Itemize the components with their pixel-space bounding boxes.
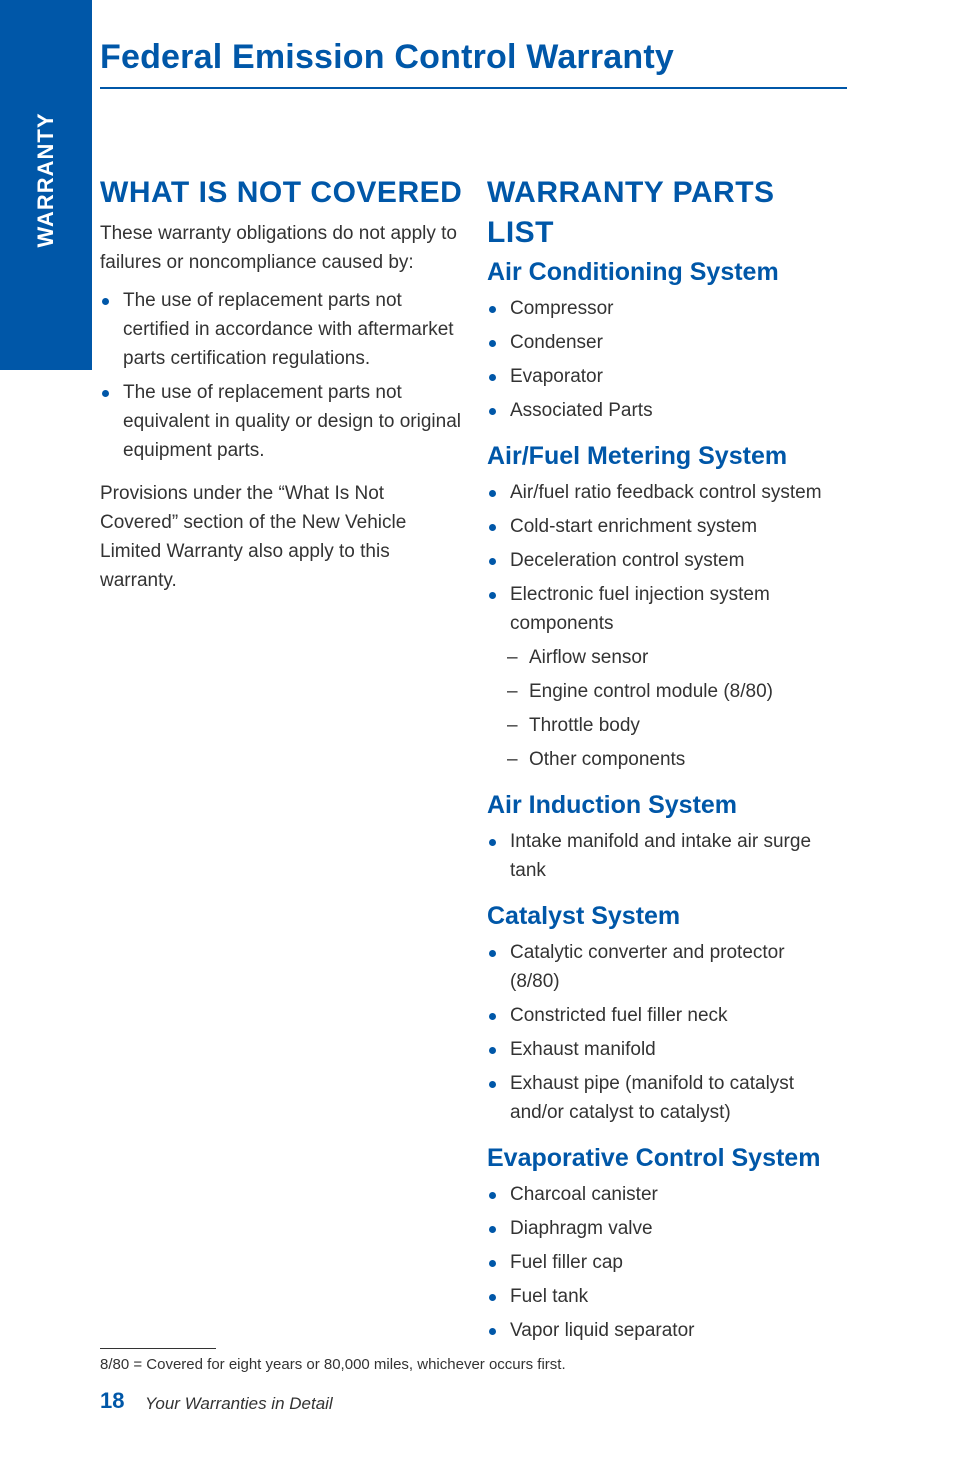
group-heading-air-conditioning: Air Conditioning System: [487, 258, 779, 286]
list-item: Intake manifold and intake air surge tank: [487, 827, 827, 885]
list-item: Fuel filler cap: [487, 1248, 847, 1277]
air-fuel-metering-list: [487, 478, 847, 638]
list-item: Diaphragm valve: [487, 1214, 847, 1243]
bullet-icon: [489, 839, 496, 846]
list-item: Associated Parts: [487, 396, 847, 425]
air-induction-list: [487, 827, 847, 885]
evaporative-list: [487, 1180, 847, 1345]
bullet-icon: [489, 1226, 496, 1233]
bullet-icon: [489, 408, 496, 415]
list-item: Evaporator: [487, 362, 847, 391]
running-footer: Your Warranties in Detail: [145, 1394, 333, 1413]
not-covered-section: [100, 173, 465, 595]
list-item: Compressor: [487, 294, 847, 323]
air-conditioning-list: [487, 294, 847, 425]
list-item: The use of replacement parts not equivalent in quality or design to original equipment parts.: [100, 378, 465, 465]
list-item: Vapor liquid separator: [487, 1316, 847, 1345]
parts-list-heading: WARRANTY PARTS LIST: [487, 176, 775, 249]
group-heading-catalyst: Catalyst System: [487, 902, 681, 930]
provisions-paragraph: Provisions under the “What Is Not Covered” section of the New Vehicle Limited Warranty also apply to this warranty.: [100, 483, 407, 591]
parts-list-section: [487, 173, 847, 1345]
side-tab-label: WARRANTY: [33, 112, 58, 248]
sublist-item: – Airflow sensor: [487, 643, 847, 672]
bullet-icon: [489, 1081, 496, 1088]
sublist-item: – Throttle body: [487, 711, 847, 740]
list-item: Exhaust manifold: [487, 1035, 847, 1064]
page-title: Federal Emission Control Warranty: [100, 38, 675, 76]
bullet-icon: [489, 1192, 496, 1199]
dash-icon: –: [507, 681, 518, 702]
dash-icon: –: [507, 647, 518, 668]
group-heading-air-fuel-metering: Air/Fuel Metering System: [487, 442, 788, 470]
dash-icon: –: [507, 749, 518, 770]
list-item: The use of replacement parts not certified in accordance with aftermarket parts certification regulations.: [100, 286, 465, 373]
footnote-rule: [100, 1348, 216, 1349]
catalyst-list: [487, 938, 847, 1127]
bullet-icon: [489, 1047, 496, 1054]
bullet-icon: [489, 374, 496, 381]
bullet-icon: [489, 1294, 496, 1301]
bullet-icon: [489, 950, 496, 957]
list-item: Electronic fuel injection system components: [487, 580, 787, 638]
list-item: Catalytic converter and protector (8/80): [487, 938, 807, 996]
bullet-icon: [489, 1260, 496, 1267]
page-number: 18: [100, 1388, 125, 1413]
sublist-item: – Other components: [487, 745, 847, 774]
list-item: Cold-start enrichment system: [487, 512, 847, 541]
bullet-icon: [489, 524, 496, 531]
bullet-icon: [102, 298, 109, 305]
list-item: Charcoal canister: [487, 1180, 847, 1209]
bullet-icon: [489, 558, 496, 565]
not-covered-list: [100, 286, 465, 465]
list-item: Exhaust pipe (manifold to catalyst and/or catalyst to catalyst): [487, 1069, 817, 1127]
bullet-icon: [489, 1013, 496, 1020]
group-heading-air-induction: Air Induction System: [487, 791, 738, 819]
bullet-icon: [102, 390, 109, 397]
fuel-injection-sublist: [487, 643, 847, 774]
group-heading-evaporative: Evaporative Control System: [487, 1144, 821, 1172]
not-covered-intro: These warranty obligations do not apply to failures or noncompliance caused by:: [100, 223, 457, 273]
bullet-icon: [489, 592, 496, 599]
list-item: Deceleration control system: [487, 546, 847, 575]
title-rule: [100, 87, 847, 89]
bullet-icon: [489, 340, 496, 347]
bullet-icon: [489, 490, 496, 497]
footnote: 8/80 = Covered for eight years or 80,000 miles, whichever occurs first.: [100, 1356, 566, 1373]
not-covered-heading: WHAT IS NOT COVERED: [100, 176, 463, 209]
sublist-item: – Engine control module (8/80): [487, 677, 847, 706]
dash-icon: –: [507, 715, 518, 736]
bullet-icon: [489, 306, 496, 313]
list-item: Constricted fuel filler neck: [487, 1001, 847, 1030]
bullet-icon: [489, 1328, 496, 1335]
side-tab: [0, 0, 92, 370]
list-item: Fuel tank: [487, 1282, 847, 1311]
list-item: Condenser: [487, 328, 847, 357]
list-item: Air/fuel ratio feedback control system: [487, 478, 847, 507]
